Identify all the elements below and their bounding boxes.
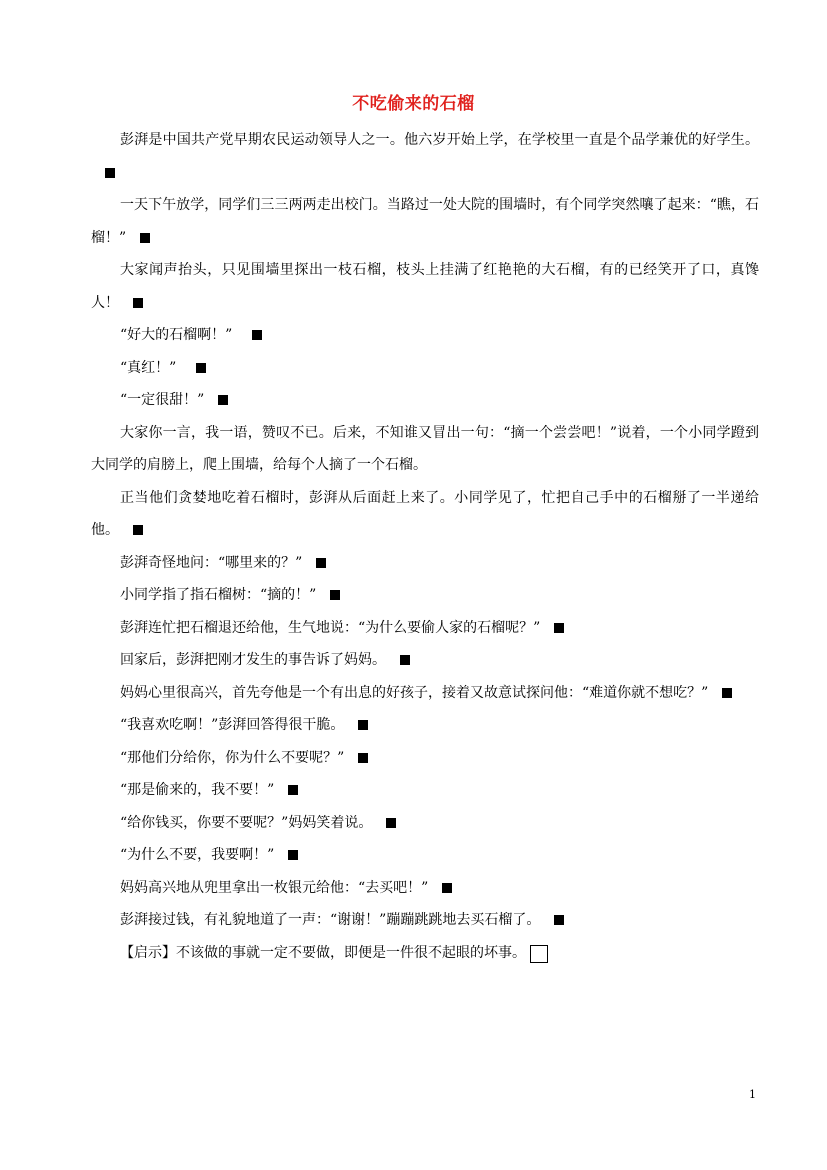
black-square-mark: [288, 850, 298, 860]
black-square-mark: [252, 330, 262, 340]
paragraph-text: 回家后，彭湃把刚才发生的事告诉了妈妈。: [120, 652, 386, 668]
paragraph-text: “一定很甜！”: [120, 392, 205, 408]
paragraph-text: “为什么不要，我要啊！”: [120, 847, 275, 863]
empty-answer-box[interactable]: [530, 945, 548, 963]
paragraph: [91, 677, 759, 710]
paragraph: [91, 774, 759, 807]
paragraph: [91, 124, 759, 189]
paragraph-text: “那是偷来的，我不要！”: [120, 782, 275, 798]
paragraph-text: 一天下午放学，同学们三三两两走出校门。当路过一处大院的围墙时，有个同学突然嚷了起来：“瞧，石榴！”: [91, 197, 759, 246]
moral-text: 【启示】不该做的事就一定不要做，即便是一件很不起眼的坏事。: [120, 944, 526, 961]
page-number: 1: [749, 1088, 756, 1101]
black-square-mark: [330, 590, 340, 600]
black-square-mark: [218, 395, 228, 405]
black-square-mark: [442, 883, 452, 893]
paragraph-text: “给你钱买，你要不要呢？”妈妈笑着说。: [120, 814, 373, 831]
paragraph: [91, 579, 759, 612]
paragraph-text: 彭湃连忙把石榴退还给他，生气地说：“为什么要偷人家的石榴呢？”: [120, 619, 541, 636]
paragraph: [91, 319, 759, 352]
black-square-mark: [288, 785, 298, 795]
paragraph: [91, 612, 759, 645]
paragraph: [91, 839, 759, 872]
paragraph: [91, 872, 759, 905]
paragraph-text: 彭湃接过钱，有礼貌地道了一声：“谢谢！”蹦蹦跳跳地去买石榴了。: [120, 912, 541, 928]
paragraph: [91, 742, 759, 775]
black-square-mark: [133, 525, 143, 535]
black-square-mark: [133, 298, 143, 308]
paragraph-text: “真红！”: [120, 359, 177, 376]
paragraph: [91, 644, 759, 677]
moral-paragraph: [91, 937, 759, 970]
paragraph-text: 妈妈心里很高兴，首先夸他是一个有出息的好孩子，接着又故意试探问他：“难道你就不想吃？”: [120, 684, 709, 701]
paragraph: [91, 352, 759, 385]
paragraph-text: “我喜欢吃啊！”彭湃回答得很干脆。: [120, 717, 345, 733]
paragraph: [91, 547, 759, 580]
paragraph-text: 彭湃奇怪地问：“哪里来的？”: [120, 554, 303, 571]
paragraph-text: 妈妈高兴地从兜里拿出一枚银元给他：“去买吧！”: [120, 879, 429, 896]
black-square-mark: [554, 915, 564, 925]
story-body: [91, 124, 759, 969]
paragraph-text: 正当他们贪婪地吃着石榴时，彭湃从后面赶上来了。小同学见了，忙把自己手中的石榴掰了一半递给他。: [91, 489, 759, 538]
black-square-mark: [196, 363, 206, 373]
paragraph: [91, 709, 759, 742]
paragraph: [91, 482, 759, 547]
black-square-mark: [722, 688, 732, 698]
paragraph-text: 大家闻声抬头，只见围墙里探出一枝石榴，枝头上挂满了红艳艳的大石榴，有的已经笑开了口，真馋人！: [91, 262, 759, 311]
paragraph-text: 小同学指了指石榴树：“摘的！”: [120, 587, 317, 603]
paragraph: [91, 904, 759, 937]
black-square-mark: [554, 623, 564, 633]
paragraph: [91, 384, 759, 417]
black-square-mark: [386, 818, 396, 828]
black-square-mark: [105, 168, 115, 178]
black-square-mark: [316, 558, 326, 568]
paragraph: [91, 254, 759, 319]
paragraph-text: “那他们分给你，你为什么不要呢？”: [120, 749, 345, 766]
black-square-mark: [400, 655, 410, 665]
paragraph: [91, 807, 759, 840]
paragraph: [91, 417, 759, 482]
paragraph-text: “好大的石榴啊！”: [120, 327, 233, 343]
paragraph-text: 彭湃是中国共产党早期农民运动领导人之一。他六岁开始上学，在学校里一直是个品学兼优的好学生。: [120, 132, 759, 148]
black-square-mark: [140, 233, 150, 243]
black-square-mark: [358, 720, 368, 730]
page-title: 不吃偷来的石榴: [352, 94, 475, 114]
black-square-mark: [358, 753, 368, 763]
paragraph-text: 大家你一言，我一语，赞叹不已。后来，不知谁又冒出一句：“摘一个尝尝吧！”说着，一个小同学蹬到大同学的肩膀上，爬上围墙，给每个人摘了一个石榴。: [91, 424, 759, 473]
paragraph: [91, 189, 759, 254]
